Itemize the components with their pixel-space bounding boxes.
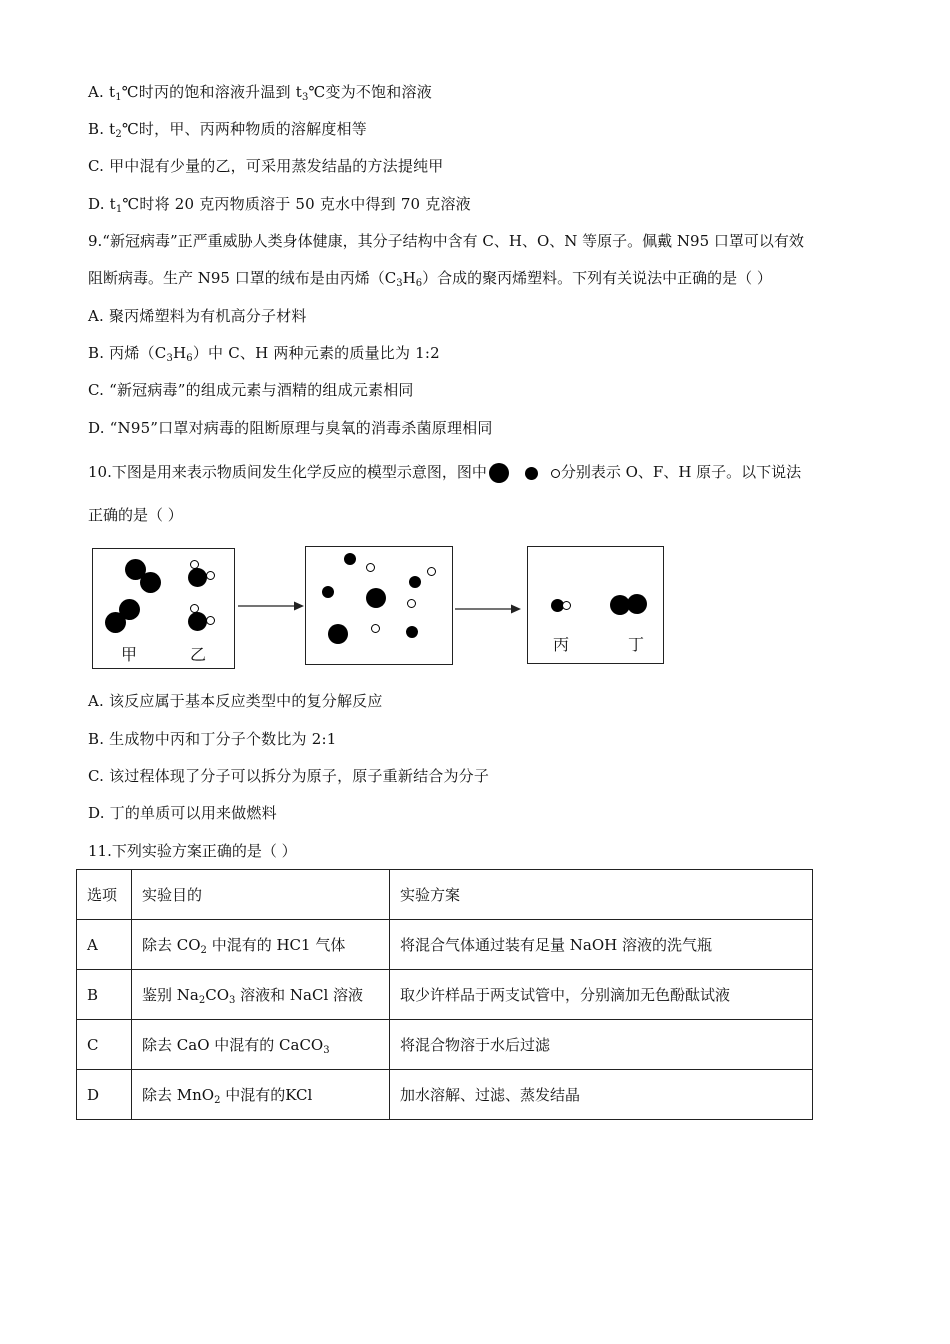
hf-f-atom (188, 612, 207, 631)
atom (371, 624, 380, 633)
q9-option-d: D. “N95”口罩对病毒的阻断原理与臭氧的消毒杀菌原理相同 (88, 419, 493, 437)
label-ding: 丁 (628, 635, 645, 654)
row-plan: 加水溶解、过滤、蒸发结晶 (390, 1070, 813, 1120)
fluorine-atom-icon (525, 467, 538, 480)
header-plan: 实验方案 (390, 870, 813, 920)
q9-option-c: C. “新冠病毒”的组成元素与酒精的组成元素相同 (88, 381, 414, 399)
row-option: D (77, 1070, 132, 1120)
o2-molecule-atom (105, 612, 126, 633)
q9-option-a: A. 聚丙烯塑料为有机高分子材料 (88, 307, 307, 325)
q10-option-c: C. 该过程体现了分子可以拆分为原子，原子重新结合为分子 (88, 767, 490, 785)
atom (407, 599, 416, 608)
row-goal: 除去 MnO$_2$ 中混有的KCl (132, 1070, 390, 1120)
atom (322, 586, 334, 598)
hf-h-atom (206, 616, 215, 625)
table-row (77, 970, 813, 1020)
atom (366, 563, 375, 572)
hydrogen-atom-icon (551, 469, 560, 478)
q8-option-c: C. 甲中混有少量的乙，可采用蒸发结晶的方法提纯甲 (88, 157, 444, 175)
row-plan: 取少许样品于两支试管中，分别滴加无色酚酞试液 (390, 970, 813, 1020)
header-option: 选项 (77, 870, 132, 920)
q10-option-d: D. 丁的单质可以用来做燃料 (88, 804, 277, 822)
table-row (77, 1070, 813, 1120)
row-goal: 除去 CaO 中混有的 CaCO$_3$ (132, 1020, 390, 1070)
bing-molecule-atom (562, 601, 571, 610)
atom (344, 553, 356, 565)
q8-option-b: B. $t_2℃$时，甲、丙两种物质的溶解度相等 (88, 120, 367, 140)
q8-option-a: A. $t_1℃$时丙的饱和溶液升温到 $t_3℃$变为不饱和溶液 (88, 83, 432, 103)
q8-option-d: D. $t_1℃$时将 20 克丙物质溶于 50 克水中得到 70 克溶液 (88, 195, 471, 215)
row-plan: 将混合物溶于水后过滤 (390, 1020, 813, 1070)
atom (366, 588, 386, 608)
q10-stem-line1: 10.下图是用来表示物质间发生化学反应的模型示意图，图中 分别表示 O、F、H 原子。以下说法 (88, 463, 802, 481)
label-jia: 甲 (121, 645, 138, 664)
row-goal: 除去 $CO_2$ 中混有的 HC1 气体 (132, 920, 390, 970)
hf-h-atom (206, 571, 215, 580)
atom (409, 576, 421, 588)
hf-f-atom (188, 568, 207, 587)
table-row (77, 1020, 813, 1070)
ding-molecule-atom (627, 594, 647, 614)
experiment-table (76, 869, 813, 1120)
label-yi: 乙 (190, 645, 207, 664)
atom-legend (487, 463, 561, 483)
row-plan: 将混合气体通过装有足量 NaOH 溶液的洗气瓶 (390, 920, 813, 970)
table-row (77, 920, 813, 970)
q10-option-a: A. 该反应属于基本反应类型中的复分解反应 (88, 692, 383, 710)
row-option: A (77, 920, 132, 970)
row-option: C (77, 1020, 132, 1070)
arrow-right-icon (238, 600, 304, 612)
atom (427, 567, 436, 576)
header-goal: 实验目的 (132, 870, 390, 920)
q9-option-b: B. 丙烯$(C_3H_6)$中 C、H 两种元素的质量比为 1:2 (88, 344, 440, 364)
o2-molecule-atom (140, 572, 161, 593)
label-bing: 丙 (553, 635, 570, 654)
row-option: B (77, 970, 132, 1020)
q10-option-b: B. 生成物中丙和丁分子个数比为 2:1 (88, 730, 337, 748)
atom (328, 624, 348, 644)
row-goal: 鉴别 $Na_2CO_3$ 溶液和 NaCl 溶液 (132, 970, 390, 1020)
q9-stem-line1: 9.“新冠病毒”正严重威胁人类身体健康，其分子结构中含有 C、H、O、N 等原子。佩戴 N95 口罩可以有效 (88, 232, 804, 250)
q11-stem: 11.下列实验方案正确的是（ ） (88, 842, 297, 860)
arrow-right-icon (455, 603, 521, 615)
q9-stem-line2: 阻断病毒。生产 N95 口罩的绒布是由丙烯$(C_3H_6)$合成的聚丙烯塑料。下列有关说法中正确的是（ ） (88, 269, 772, 289)
reactants-box (92, 548, 235, 669)
table-header-row (77, 870, 813, 920)
q10-stem-line2: 正确的是（ ） (88, 506, 183, 524)
oxygen-atom-icon (489, 463, 509, 483)
atom (406, 626, 418, 638)
